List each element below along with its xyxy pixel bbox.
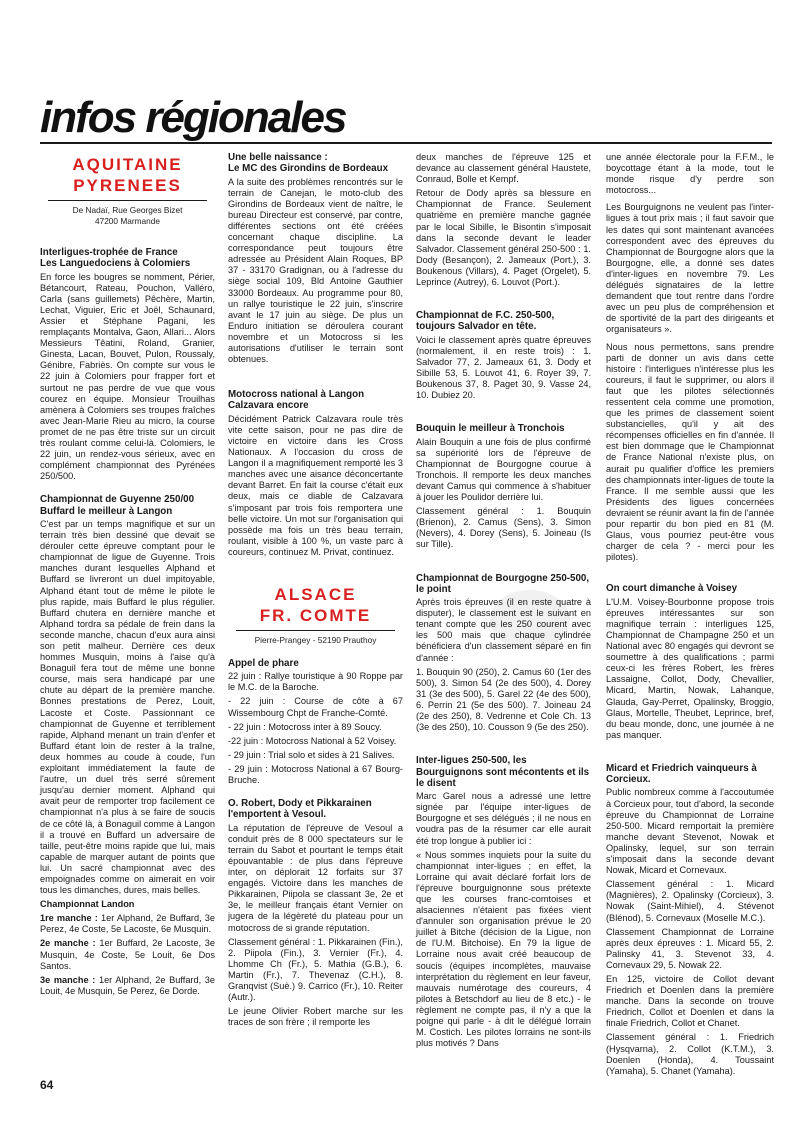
article-paragraph: Les Bourguignons ne veulent pas l'inter-ligues à tout prix mais ; il faut savoir que les dates qui sont maintenant avancées correspondent avec des épreuves du Championnat de Bourgogne alors que la Bourgogne, elle, a donné ses dates d'inter-ligues en novembre 79. Les délégués signataires de la lettre demandent que tout rentre dans l'ordre avec un peu plus de compréhension et de sportivité de la part des dirigeants et organisateurs ». [606, 202, 774, 335]
agenda-item: - 22 juin : Motocross inter à 89 Soucy. [228, 721, 382, 732]
article-paragraph: une année électorale pour la F.F.M., le boycottage étant à la mode, tout le monde risque d'y perdre son motocross... [606, 152, 774, 196]
article-heading [40, 494, 215, 517]
region-divider [236, 630, 395, 631]
region-aquitaine [40, 154, 215, 227]
article-heading [416, 423, 591, 434]
column-1 [40, 152, 215, 1000]
result-line [40, 913, 215, 935]
article-heading [606, 763, 774, 786]
article-title: Micard et Friedrich vainqueurs à Corcieux. [606, 762, 757, 786]
article-paragraph: Voici le classement après quatre épreuves (normalement, il en reste trois) : 1. Salvador 77, 2. Jameaux 61, 3. Dody et Sibille 53, 5. Louvot 41, 6. Royer 39, 7. Boukenous 37, 8. Paget 30, 9. Vasse 24, 10. Dubiez 20. [416, 334, 591, 401]
region-alsace [228, 584, 403, 646]
article-title: Bouquin le meilleur à Tronchois [416, 423, 565, 435]
result-text: 1er Alphand, 2e Buffard, 3e Perez, 4e Coste, 5e Lacoste, 6e Musquin. [40, 913, 215, 935]
agenda-item: - 29 juin : Trial solo et sides à 21 Salives. [228, 749, 395, 760]
region-address-line1: De Nadaï, Rue Georges Bizet [72, 205, 183, 215]
article-paragraph: Le jeune Olivier Robert marche sur les traces de son frère ; il remporte les [228, 1006, 403, 1028]
article-title: Inter-ligues 250-500, les Bourguignons sont mécontents et ils le disent [416, 755, 590, 789]
region-address-line2: 47200 Marmande [94, 216, 161, 226]
agenda-item: -22 juin : Motocross National à 52 Voisey. [228, 735, 397, 746]
article-title: O. Robert, Dody et Pikkarainen [228, 798, 372, 810]
article-paragraph: Classement général : 1. Pikkarainen (Fin.), 2. Piipola (Fin.), 3. Vernier (Fr.), 4. Lhomme Ch (Fr.), 5. Mathia (G.B.), 6. Martin (Fr.), 7. Thevenaz (C.H.), 8. Granqvist (Suè.) 9. Carrico (Fr.), 10. Reiter (Autr.). [228, 936, 403, 1003]
article-title: On court dimanche à Voisey [606, 583, 738, 595]
article-title: Championnat de F.C. 250-500, toujours Salvador en tête. [416, 310, 555, 333]
column-3 [416, 152, 591, 1052]
article-paragraph: A la suite des problèmes rencontrés sur le terrain de Canejan, le moto-club des Girondins de Bordeaux vient de naître, le bureau Directeur est conservé, par contre, différentes sections ont été créées concernant chaque discipline. La correspondance peut toujours être adressée au Président Alain Roques, BP 37 - 33170 Gradignan, ou à l'adresse du siège social 109, Bld Antoine Gauthier 33000 Bordeaux. Au programme pour 80, un rallye touristique le 22 juin, s'inscrire avant le 17 juin au siège. De plus un Enduro initiation se déroulera courant novembre et un Motocross si les autorisations d'utiliser le terrain sont obtenues. [228, 176, 403, 365]
article-heading [416, 310, 591, 333]
region-title-line1: AQUITAINE [72, 155, 183, 174]
article-heading [606, 583, 774, 594]
article-title: Appel de phare [228, 658, 299, 669]
article-paragraph: deux manches de l'épreuve 125 et devance au classement général Haustete, Conraud, Bolle et Kempf. [416, 152, 591, 185]
article-title: Motocross national à Langon [228, 389, 365, 401]
column-2 [228, 152, 403, 1031]
article-paragraph: En force les bougres se nomment, Périer, Bétancourt, Rateau, Pouchon, Valléro, Carla (sans guillemets) Pêchère, Martin, Lechat, Viguier, Eric et Joël, Schaunard, Assier et Stéphane Pagani, les remplaçants Montalva, Gaon, Allari... Alors Messieurs Têatini, Roland, Granier, Ginesta, Lacan, Bouvet, Pulon, Roussaly, Génibre, Fabriès. On compte sur vous le 22 juin à Colomiers pour frapper fort et surtout ne pas perdre de vue que vous courez en équipe. Monsieur Trouilhas amènera à Colomiers ses troupes fraîches avec Jean-Marie Rieu au micro, la course promet de ne pas être triste sur un circuit très roulant comme celui-là. Colomiers, le 22 juin, un rendez-vous sérieux, avec en complément championnat des Pyrénées 250/500. [40, 271, 215, 482]
column-4 [606, 152, 774, 1080]
article-subtitle: Calzavara encore [228, 400, 309, 412]
article-paragraph: Classement général : 1. Friedrich (Hysqvarna), 2. Collot (K.T.M.), 3. Doenlen (Honda), 4. Toussaint (Yamaha), 5. Chanet (Yamaha). [606, 1032, 774, 1076]
region-title-line2: PYRENEES [73, 176, 182, 195]
results-title: Championnat Landon [40, 899, 135, 910]
article-paragraph: Classement général : 1. Micard (Magnières), 2. Opalinsky (Corcieux), 3. Nowak (Saint-Mihiel), 4. Stévenot (Blénod), 5. Cornevaux (Moselle M.C.). [606, 879, 774, 923]
page-title: infos régionales [40, 93, 346, 142]
article-paragraph: Public nombreux comme à l'accoutumée à Corcieux pour, tout d'abord, la seconde épreuve du Championnat de Lorraine 250-500. Micard remportait la première manche devant Stevenot, Nowak et Opalinsky, lequel, sur son terrain s'imposait dans la seconde devant Nowak, Micard et Cornevaux. [606, 787, 774, 876]
result-label: 2e manche : [40, 938, 96, 949]
article-title: Championnat de Bourgogne 250-500, le point [416, 572, 590, 595]
article-heading [228, 658, 403, 669]
article-paragraph: Après trois épreuves (il en reste quatre à disputer), le classement est le suivant en tenant compte que les 250 courent avec les 500 mais que chaque cylindrée bénéficiera d'un classement séparé en fin d'année : [416, 597, 591, 663]
article-paragraph: « Nous sommes inquiets pour la suite du championnat inter-ligues ; en effet, la Lorraine qui avait déclaré forfait lors de l'épreuve bourguignonne sous prétexte que les courses franc-comtoises et alsaciennes n'étaient pas fixées vient d'annuler son organisation prévue le 20 juillet à Bitche (décision de la Ligue, non de l'U.M. Bitchoise). En 79 la ligue de Lorraine nous avait créé beaucoup de soucis (équipes incomplètes, mauvaise interprétation du règlement en leur faveur, mauvais numérotage des coureurs, 4 pilotes à Betschdorf au lieu de 8 etc.) - le règlement ne compte pas, il n'y a que la poigne qui parle - à dit le délégué lorrain M. Costich. Les pilotes lorrains ne sont-ils plus motivés ? Dans [416, 849, 591, 1049]
article-heading [416, 755, 591, 789]
result-label: 1re manche : [40, 913, 98, 924]
article-paragraph: Classement Championnat de Lorraine après deux épreuves : 1. Micard 55, 2. Palinsky 41, 3. Stevenot 33, 4. Cornevaux 29, 5. Nowak 22. [606, 926, 774, 970]
article-heading [228, 389, 403, 412]
article-paragraph: Décidément Patrick Calzavara roule très vite cette saison, pour ne pas dire de victoire en victoire dans les Cross Nationaux. A l'occasion du cross de Langon il a magnifiquement remporté les 3 manches avec une aisance déconcertante devant Barret. En fait la course c'était eux deux, mais ce diable de Calzavara s'imposant par trois fois remportera une belle victoire. Un mot sur l'organisation qui possède ma fois un très beau terrain, roulant, visible à 100 %, un vaste parc à coureurs, continuez M. Privat, continuez. [228, 413, 403, 557]
article-paragraph: C'est par un temps magnifique et sur un terrain très bien dessiné que devait se dérouler cette épreuve comptant pour le championnat de ligue de Guyenne. Trois manches durant lesquelles Alphand et Buffard se livreront un duel impitoyable, Alphand étant tout de même le pilote le plus rapide, mais Buffard le plus régulier. Buffard chutera en dernière manche et Alphand tordra sa pédale de frein dans la seconde manche, chacun d'eux aura ainsi son petit malheur. Derrière ces deux hommes Musquin, moins à l'aise qu'à Bonaguil fera tout de même une bonne course, mais sera handicapé par une chute au départ de la première manche. Bonnes prestations de Perez, Louit, Lacoste et Coste. Passionnant ce championnat de Guyenne et terriblement rapide, Alphand menant un train d'enfer et Buffard étant loin de rester à la traîne, deux hommes au coude à coude, l'un exploitant immédiatement la faute de l'autre, un duel très serré sûrement jusqu'au dernier moment. Alphand qui avait peur de remporter trop facilement ce championnat n'a plus à se faire de soucis de ce côté là, à Bonaguil comme à Langon il a trouvé en Buffard un adversaire de taille, peut-être moins rapide que lui, mais capable de marquer autant de points que lui. Un sacré championnat avec des empoignades comme on aimerait en voir tous les dimanches, dures, mais belles. [40, 518, 215, 896]
article-title: Championnat de Guyenne 250/00 [40, 494, 195, 506]
article-heading [40, 247, 215, 270]
article-heading [228, 798, 403, 821]
agenda-item: 22 juin : Rallye touristique à 90 Roppe par le M.C. de la Baroche. [228, 671, 403, 693]
article-paragraph: 1. Bouquin 90 (250), 2. Camus 60 (1er des 500), 3. Simon 54 (2e des 500), 4. Dorey 31 (3e des 500), 5. Garel 22 (4e des 500), 6. Perrin 21 (5e des 500). 7. Joineau 24 (2e des 250), 8. Vedrenne et Cole Ch. 13 (3e des 250), 10. Cousson 9 (5e des 250). [416, 666, 591, 733]
article-paragraph: La réputation de l'épreuve de Vesoul a conduit près de 8 000 spectateurs sur le terrain du Sabot et pourtant le temps était épouvantable : de plus dans l'épreuve inter, on déplorait 12 forfaits sur 37 engagés. Victoire dans les manches de Pikkarainen, Piipola se classant 3e, 2e et 3e, le meilleur français étant Vernier on jugera de la légèreté du plateau pour un motocross de si grande réputation. [228, 822, 403, 933]
result-line [40, 975, 215, 997]
article-paragraph: Alain Bouquin a une fois de plus confirmé sa supériorité lors de l'épreuve de Championnat de Bourgogne courue à Tronchois. Il remporte les deux manches devant Camus qui commence à s'habituer à jouer les Poulidor derrière lui. [416, 436, 591, 503]
article-paragraph: En 125, victoire de Collot devant Friedrich et Doenlen dans la première manche. Dans la seconde on trouve Friedrich, Collot et Doenlen et dans la finale Friedrich, Collot et Chanet. [606, 973, 774, 1029]
article-subtitle: Le MC des Girondins de Bordeaux [228, 163, 389, 175]
article-heading [416, 573, 591, 596]
article-heading [228, 152, 403, 175]
result-line [40, 938, 215, 971]
result-text: 1er Buffard, 2e Lacoste, 3e Musquin, 4e Coste, 5e Louit, 6e Dos Santos. [40, 938, 216, 971]
region-title-line2: FR. COMTE [259, 606, 372, 625]
article-paragraph: Classement général : 1. Bouquin (Brienon), 2. Camus (Sens), 3. Simon (Nevers), 4. Dorey (Sens), 5. Joineau (Is sur Tille). [416, 506, 591, 550]
region-title-line1: ALSACE [274, 585, 357, 604]
article-paragraph: L'U.M. Voisey-Bourbonne propose trois épreuves intéressantes sur son magnifique terrain : interligues 125, Championnat de Champagne 250 et un National avec 80 engagés qui devront se soumettre à des qualifications ; parmi ceux-ci les frères Robert, les frères Lassaigne, Collot, Dody, Chevallier, Micard, Martin, Nowak, Lahanque, Glauda, Gay-Perret, Opalinsky, Broggio, Glaus, Mortelle, Theubet, Leprince, bref, du beau monde, donc, une journée à ne pas manquer. [606, 596, 774, 740]
region-divider [48, 200, 207, 201]
region-address: Pierre-Prangey - 52190 Prauthoy [254, 635, 377, 645]
article-subtitle: Les Languedociens à Colomiers [40, 258, 191, 270]
result-label: 3e manche : [40, 974, 96, 985]
article-paragraph: Marc Garel nous a adressé une lettre signée par l'équipe inter-ligues de Bourgogne et ses délégués ; il ne nous en voudra pas de la résumer car elle aurait été trop longue à publier ici : [416, 791, 591, 846]
article-title: Une belle naissance : [228, 152, 328, 163]
article-paragraph: Retour de Dody après sa blessure en Championnat de France. Seulement quatrième en première manche gagnée par le local Sibille, le Bisontin s'imposait dans la seconde devant le leader Salvador. Classement général 250-500 : 1. Dody (Besançon), 2. Jameaux (Port.), 3. Boukenous (Villars), 4. Paget (Orgelet), 5. Leprince (Autrey), 6. Louvot (Port.). [416, 188, 591, 288]
agenda-item: - 29 juin : Motocross National à 67 Bourg-Bruche. [228, 763, 403, 786]
article-subtitle: Buffard le meilleur à Langon [40, 505, 173, 517]
agenda-item: - 22 juin : Course de côte à 67 Wissembourg Chpt de Franche-Comté. [228, 696, 403, 718]
article-paragraph: Nous nous permettons, sans prendre parti de donner un avis dans cette histoire : l'interligues n'intéresse plus les coureurs, il faut le supprimer, ou alors il faut que les pilotes sélectionnés ressentent cela comme une promotion, que les primes de classement soient substancielles, qu'il y ait des récompenses officielles en fin d'année. Il est bien dommage que le Championnat de France National n'existe plus, on aurait pu qualifier d'office les premiers des championnats inter-ligues de toute la France. Il me semble aussi que les Présidents des ligues concernées devraient se réunir avant la fin de l'année pour repartir du bon pied en 81 (M. Glaus, vous pourriez peut-être vous charger de cela ? - merci pour les pilotes). [606, 341, 774, 563]
page-number: 64 [40, 1078, 54, 1092]
article-title: Interligues-trophée de France [40, 247, 178, 258]
article-subtitle: l'emportent à Vesoul. [228, 809, 327, 821]
result-text: 1er Alphand, 2e Buffard, 3e Louit, 4e Musquin, 5e Perez, 6e Dorde. [40, 974, 216, 996]
